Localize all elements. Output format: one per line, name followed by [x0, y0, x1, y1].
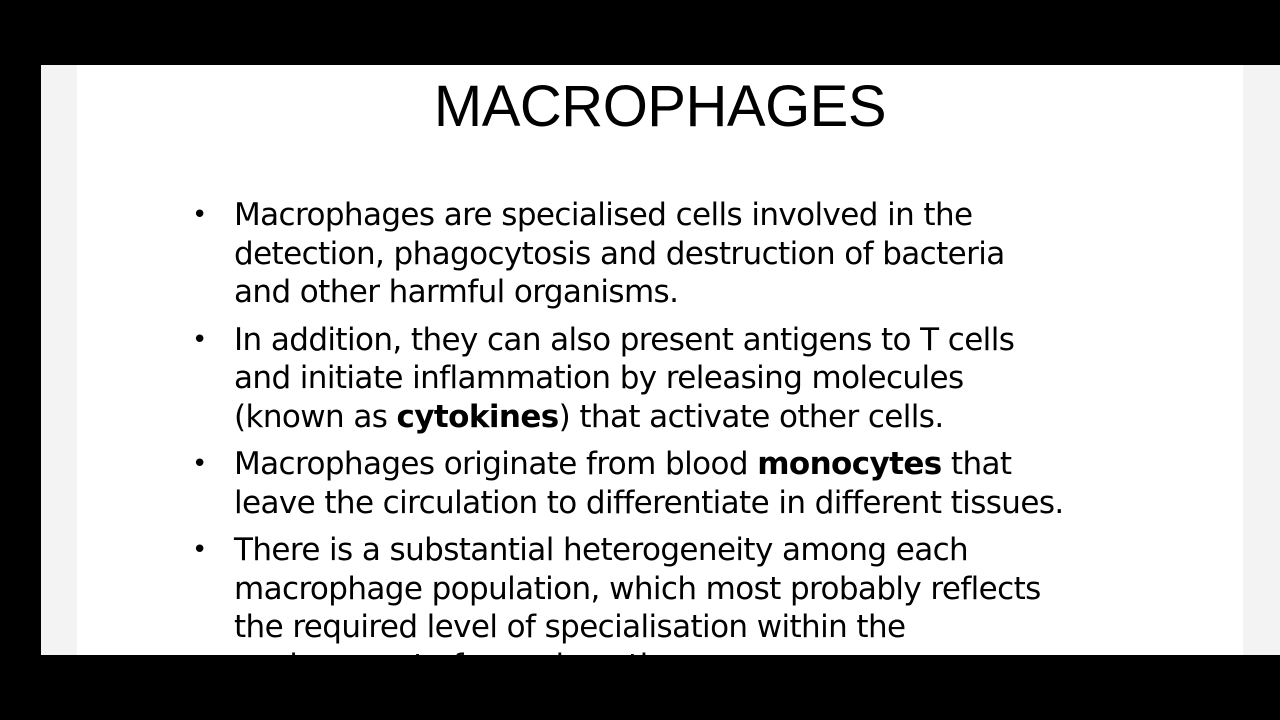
bullet-line: [234, 531, 1194, 570]
bullet-point-icon: •: [192, 449, 207, 479]
text-segment: ) that activate other cells.: [558, 398, 944, 435]
slide-title: MACROPHAGES: [433, 74, 887, 139]
slide: [77, 65, 1243, 684]
bullet-text: [234, 531, 1194, 685]
bullet-line: [234, 321, 1194, 360]
bullet-line: [234, 608, 1194, 647]
text-segment: the required level of specialisation within the: [234, 609, 906, 645]
bullet-line: [234, 398, 1194, 437]
bullet-item: [192, 321, 1194, 437]
text-segment: environment of any given tissue.: [234, 647, 726, 684]
text-segment: Macrophages originate from blood: [234, 446, 758, 482]
text-segment: and other harmful organisms.: [234, 274, 679, 310]
bullet-line: [234, 359, 1194, 398]
bold-term: monocytes: [757, 446, 942, 482]
bullet-line: [234, 445, 1194, 484]
text-segment: macrophage population, which most probably reflects: [234, 570, 1041, 607]
text-segment: detection, phagocytosis and destruction of bacteria: [234, 235, 1005, 272]
text-segment: that: [941, 446, 1012, 482]
text-segment: and initiate inflammation by releasing molecules: [234, 360, 964, 396]
slide-frame: [41, 65, 1280, 684]
text-segment: There is a substantial heterogeneity among each: [234, 532, 969, 568]
bullet-line: [234, 235, 1194, 274]
bullet-item: [192, 531, 1194, 685]
bullet-point-icon: •: [192, 324, 207, 355]
bullet-text: [234, 321, 1194, 437]
text-segment: leave the circulation to differentiate in different tissues.: [234, 484, 1064, 521]
bullet-point-icon: •: [192, 200, 207, 230]
bullet-list: [192, 196, 1194, 694]
bullet-line: [234, 647, 1194, 686]
text-segment: Macrophages are specialised cells involved in the: [234, 197, 973, 233]
bullet-item: [192, 445, 1194, 522]
bullet-line: [234, 570, 1194, 609]
text-segment: (known as: [234, 398, 397, 435]
text-segment: In addition, they can also present antigens to T cells: [234, 321, 1015, 358]
bullet-line: [234, 484, 1194, 523]
bullet-point-icon: •: [192, 535, 207, 565]
bullet-text: [234, 196, 1194, 312]
bullet-line: [234, 196, 1194, 235]
bullet-text: [234, 445, 1194, 522]
bullet-item: [192, 196, 1194, 312]
bold-term: cytokines: [396, 398, 559, 435]
bullet-line: [234, 273, 1194, 312]
